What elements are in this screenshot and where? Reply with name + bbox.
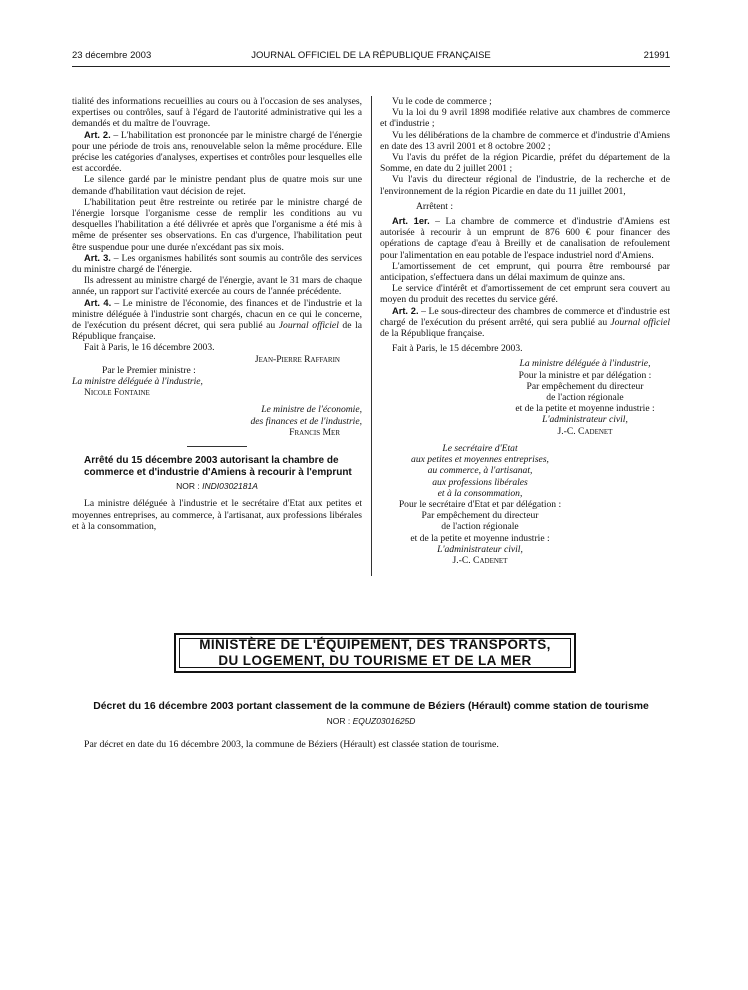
article-label: Art. 2. <box>84 129 111 140</box>
left-column <box>72 96 362 532</box>
article-text: – Le sous-directeur des chambres de commerce et d'industrie est chargé de l'exécution du présent arrêté, qui sera publié au <box>380 305 670 328</box>
signature-block-secretaire <box>380 443 670 566</box>
article-1 <box>380 216 670 261</box>
ministre-economie-label-2: des finances et de l'industrie, <box>250 415 362 427</box>
ministre-deleguee-label: La ministre déléguée à l'industrie, <box>72 376 203 388</box>
nor-code: INDI0302181A <box>202 481 258 492</box>
sig-line: et de la petite et moyenne industrie : <box>515 403 655 415</box>
header-page-number: 21991 <box>643 50 670 61</box>
article-2 <box>72 130 362 175</box>
article-3 <box>72 253 362 275</box>
decret-title: Décret du 16 décembre 2003 portant classement de la commune de Béziers (Hérault) comme station de tourisme <box>93 701 649 712</box>
paragraph: L'amortissement de cet emprunt, qui pourra être remboursé par anticipation, s'effectuera dans un délai maximum de quinze ans. <box>380 260 670 284</box>
article-label: Art. 3. <box>84 252 111 263</box>
sig-line: L'administrateur civil, <box>437 543 523 555</box>
visa: Vu le code de commerce ; <box>392 96 492 107</box>
nor-code: EQUZ0301625D <box>352 716 416 726</box>
article-text: – Le ministre de l'économie, des finances et de l'industrie et la ministre déléguée à l'industrie sont chargés, chacun en ce qui le concerne, de l'exécution du présent décret, qui sera publié au <box>72 297 362 332</box>
arrete-intro: La ministre déléguée à l'industrie et le secrétaire d'Etat aux petites et moyennes entreprises, au commerce, à l'artisanat, aux professions libérales et à la consommation, <box>72 498 362 532</box>
signature-block-ministre <box>380 358 670 436</box>
sig-line: de l'action régionale <box>441 521 519 533</box>
ministry-heading-box <box>174 633 576 673</box>
sig-line: Pour le secrétaire d'Etat et par délégation : <box>398 498 562 510</box>
header-journal-title: JOURNAL OFFICIEL DE LA RÉPUBLIQUE FRANÇAISE <box>251 50 491 61</box>
ministry-heading-line-1: MINISTÈRE DE L'ÉQUIPEMENT, DES TRANSPORTS, <box>199 637 551 652</box>
sig-line: et à la consommation, <box>437 487 523 499</box>
article-label: Art. 1er. <box>392 216 430 227</box>
paragraph: Ils adressent au ministre chargé de l'énergie, avant le 31 mars de chaque année, un rapport sur l'activité exercée au cours de l'année précédente. <box>72 275 362 298</box>
visa: Vu la loi du 9 avril 1898 modifiée relative aux chambres de commerce et d'industrie ; <box>380 107 670 130</box>
paragraph: tialité des informations recueillies au cours ou à l'occasion de ses analyses, expertises ou contrôles, sauf à l'égard de l'autorité administrative qui les a demandés et du maître de l'ouvrage. <box>72 96 362 130</box>
sig-line: au commerce, à l'artisanat, <box>427 465 533 477</box>
journal-officiel-ref: Journal officiel <box>610 316 670 328</box>
par-premier-ministre: Par le Premier ministre : <box>102 364 196 376</box>
header-date: 23 décembre 2003 <box>72 50 152 61</box>
nor-label: NOR : <box>176 481 200 492</box>
paragraph: L'habilitation peut être restreinte ou retirée par le ministre chargé de l'énergie lorsque l'organisme cesse de remplir les conditions au vu desquelles l'habilitation a été délivrée et après que l'organisme a été mis à même de présenter ses observations. En cas d'urgence, l'habilitation peut être suspendue pour une durée n'excédant pas six mois. <box>72 196 362 253</box>
fait-a-paris: Fait à Paris, le 15 décembre 2003. <box>392 343 523 355</box>
column-divider <box>371 96 372 576</box>
sig-line: de l'action régionale <box>546 392 624 404</box>
decret-body: Par décret en date du 16 décembre 2003, la commune de Béziers (Hérault) est classée station de tourisme. <box>84 739 499 750</box>
ministre-economie-label: Le ministre de l'économie, <box>261 404 362 416</box>
ministry-heading-line-2: DU LOGEMENT, DU TOURISME ET DE LA MER <box>218 653 532 668</box>
article-2 <box>380 306 670 340</box>
signature-cadenet: J.-C. Cadenet <box>452 554 508 566</box>
sig-line: Le secrétaire d'Etat <box>442 442 518 454</box>
fait-a-paris: Fait à Paris, le 16 décembre 2003. <box>84 342 215 354</box>
article-label: Art. 4. <box>84 297 112 308</box>
paragraph: Le silence gardé par le ministre pendant plus de quatre mois sur une demande d'habilitation vaut décision de rejet. <box>72 174 362 197</box>
journal-officiel-ref: Journal officiel <box>278 320 339 332</box>
article-text: – La chambre de commerce et d'industrie d'Amiens est autorisée à recourir à un emprunt de 876 600 € pour financer des opérations de captage d'eau à Breilly et de canalisation de refoulement pour l'alimentation en eau potable de l'espace industriel nord d'Amiens. <box>380 216 670 261</box>
sig-line: L'administrateur civil, <box>542 414 628 426</box>
arrete-title: Arrêté du 15 décembre 2003 autorisant la chambre de commerce et d'industrie d'Amiens à recourir à l'emprunt <box>84 455 352 478</box>
sig-line: Par empêchement du directeur <box>526 380 644 392</box>
article-label: Art. 2. <box>392 305 419 316</box>
sig-line: Par empêchement du directeur <box>421 510 539 522</box>
sig-line: La ministre déléguée à l'industrie, <box>519 358 651 370</box>
nor-label: NOR : <box>326 716 351 726</box>
signature-cadenet: J.-C. Cadenet <box>557 425 613 437</box>
sig-line: Pour la ministre et par délégation : <box>518 369 652 381</box>
header-rule <box>72 66 670 67</box>
paragraph: Le service d'intérêt et d'amortissement de cet emprunt sera couvert au moyen du produit des recettes du service géré. <box>380 283 670 306</box>
signature-fontaine: Nicole Fontaine <box>84 387 150 399</box>
page-header <box>72 50 670 64</box>
visa: Vu l'avis du directeur régional de l'industrie, de la recherche et de l'environnement de la région Picardie en date du 11 juillet 2001, <box>380 174 670 197</box>
arretent: Arrêtent : <box>416 200 454 212</box>
section-separator <box>187 446 247 447</box>
article-text: – L'habilitation est prononcée par le ministre chargé de l'énergie pour une période de trois ans, renouvelable selon la même procédure. Elle précise les catégories d'analyses, expertises et contrôles pour lesquelles elle est accordée. <box>72 129 362 175</box>
article-text-end: de la République française. <box>380 328 485 340</box>
article-4 <box>72 298 362 343</box>
article-text: – Les organismes habilités sont soumis au contrôle des services du ministre chargé de l'énergie. <box>72 252 362 276</box>
arrete-nor <box>72 481 362 492</box>
visa: Vu les délibérations de la chambre de commerce et d'industrie d'Amiens en date des 13 avril 2001 et 8 octobre 2002 ; <box>380 129 670 152</box>
right-column <box>380 96 670 566</box>
sig-line: et de la petite et moyenne industrie : <box>410 532 550 544</box>
sig-line: aux petites et moyennes entreprises, <box>411 454 549 466</box>
visa: Vu l'avis du préfet de la région Picardie, préfet du département de la Somme, en date du 2 juillet 2001 ; <box>380 152 670 175</box>
sig-line: aux professions libérales <box>432 476 528 488</box>
decret-nor <box>72 716 670 726</box>
signature-mer: Francis Mer <box>289 426 340 438</box>
signature-raffarin: Jean-Pierre Raffarin <box>254 353 340 365</box>
article-text-end: de la République française. <box>72 320 362 343</box>
